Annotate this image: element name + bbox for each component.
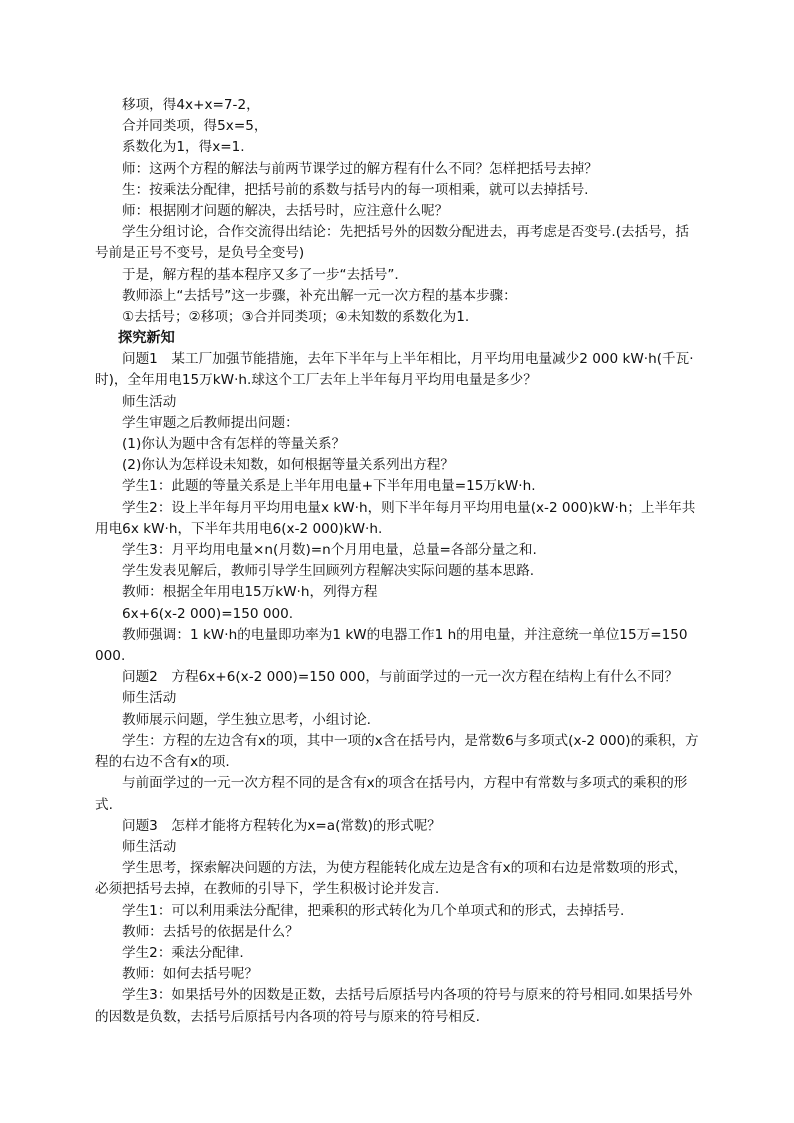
text-line: 教师：去括号的依据是什么？: [122, 923, 299, 940]
text-line: 学生发表见解后，教师引导学生回顾列方程解决实际问题的基本思路.: [122, 563, 535, 580]
paragraph: 学生分组讨论，合作交流得出结论：先把括号外的因数分配进去，再考虑是否变号.(去括号，括号前是正号不变号，是负号全变号): [95, 224, 689, 262]
text-line: 师：这两个方程的解法与前两节课学过的解方程有什么不同？怎样把括号去掉？: [122, 160, 598, 177]
text-line: 学生1：此题的等量关系是上半年用电量+下半年用电量=15万kW·h.: [122, 478, 536, 495]
text-line: 学生2：乘法分配律.: [122, 944, 244, 961]
paragraph: 学生2：设上半年每月平均用电量x kW·h，则下半年每月平均用电量(x-2 000)kW·h；上半年共用电6x kW·h，下半年共用电6(x-2 000)kW·h.: [95, 499, 696, 537]
text-line: 问题3 怎样才能将方程转化为x=a(常数)的形式呢？: [122, 817, 441, 834]
section-heading: 探究新知: [118, 330, 175, 347]
text-line: 师生活动: [122, 838, 177, 855]
text-line: 学生审题之后教师提出问题：: [122, 414, 299, 431]
text-line: 于是，解方程的基本程序又多了一步“去括号”.: [122, 266, 399, 283]
text-line: 师：根据刚才问题的解决，去括号时，应注意什么呢？: [122, 203, 449, 220]
paragraph: 教师强调：1 kW·h的电量即功率为1 kW的电器工作1 h的用电量，并注意统一单位15万=150 000.: [95, 626, 688, 665]
text-line: 师生活动: [122, 393, 177, 410]
paragraph: 与前面学过的一元一次方程不同的是含有x的项含在括号内，方程中有常数与多项式的乘积的形式.: [95, 775, 688, 813]
text-line: 教师展示问题，学生独立思考，小组讨论.: [122, 711, 372, 728]
text-line: 教师添上“去括号”这一步骤，补充出解一元一次方程的基本步骤：: [122, 287, 517, 304]
equation: 6x+6(x-2 000)=150 000.: [122, 605, 294, 622]
text-line: ①去括号；②移项；③合并同类项；④未知数的系数化为1.: [122, 309, 470, 326]
paragraph: 学生3：如果括号外的因数是正数，去括号后原括号内各项的符号与原来的符号相同.如果括号外的因数是负数，去括号后原括号内各项的符号与原来的符号相反.: [95, 987, 693, 1025]
text-line: 生：按乘法分配律，把括号前的系数与括号内的每一项相乘，就可以去掉括号.: [122, 181, 589, 198]
text-line: (2)你认为怎样设未知数，如何根据等量关系列出方程？: [122, 457, 454, 474]
text-line: 教师：根据全年用电15万kW·h，列得方程: [122, 584, 378, 601]
paragraph: 学生：方程的左边含有x的项，其中一项的x含在括号内，是常数6与多项式(x-2 000)的乘积，方程的右边不含有x的项.: [95, 732, 699, 771]
text-line: 学生3：月平均用电量×n(月数)=n个月用电量，总量=各部分量之和.: [122, 542, 537, 559]
paragraph: 学生思考，探索解决问题的方法，为使方程能转化成左边是含有x的项和右边是常数项的形式，必须把括号去掉，在教师的引导下，学生积极讨论并发言.: [95, 860, 688, 898]
paragraph: 问题1 某工厂加强节能措施，去年下半年与上半年相比，月平均用电量减少2 000 kW·h(千瓦·时)，全年用电15万kW·h.球这个工厂去年上半年每月平均用电量是多少？: [95, 351, 694, 389]
text-line: 教师：如何去括号呢？: [122, 966, 258, 983]
text-line: 师生活动: [122, 690, 177, 707]
text-line: 系数化为1，得x=1.: [122, 139, 245, 156]
text-line: (1)你认为题中含有怎样的等量关系？: [122, 436, 346, 453]
text-line: 移项，得4x+x=7-2，: [122, 97, 260, 113]
text-line: 合并同类项，得5x=5，: [122, 118, 268, 135]
text-line: 问题2 方程6x+6(x-2 000)=150 000，与前面学过的一元一次方程在结构上有什么不同？: [122, 669, 679, 686]
text-line: 学生1：可以利用乘法分配律，把乘积的形式转化为几个单项式和的形式，去掉括号.: [122, 902, 625, 919]
